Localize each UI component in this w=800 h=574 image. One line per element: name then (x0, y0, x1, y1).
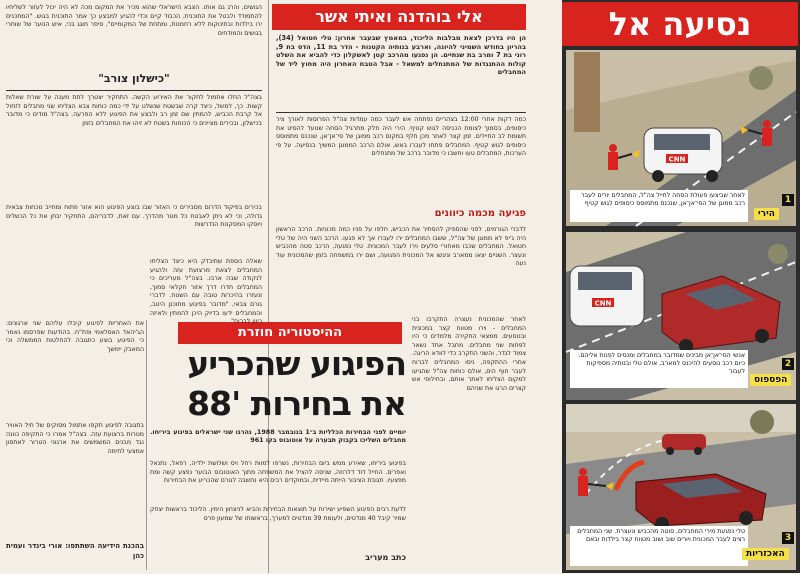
panel-1 (566, 50, 796, 226)
history-byline (300, 552, 406, 566)
panel-3-label: האכזריות (742, 548, 789, 560)
left-paragraph-5 (6, 422, 144, 538)
panel-3-number: 3 (782, 532, 794, 544)
main-lead (276, 34, 526, 110)
left-paragraph-3 (150, 258, 262, 326)
cnn-van-2 (570, 266, 644, 326)
history-paragraph-2 (150, 506, 406, 550)
divider (276, 112, 526, 113)
left-paragraph-1 (6, 94, 262, 202)
main-subheading: פגיעה מכמה כיוונים (434, 208, 526, 219)
history-p1-text: בפיגוע ביריחו, שאירע ממש ביום הבחירות, נשרפו למוות רחל ויס ושלושת ילדיה, רפאל, נתנאל ואפרים. החייל דוד דלרוזה, שניסה להציל את המשפחה מתוך האוטובוס הבוער נפצע קשה ומת מפצעיו. תגובת הציבור הייתה מיידית, ובמוקדים רבים היא נחשבה לגורם שהכריע את הבחירות (150, 460, 406, 485)
panel-2 (566, 232, 796, 400)
history-lead-text: יומיים לפני הבחירות הכלליות ב־1 בנובמבר 1988, נהרגו שני ישראלים בפיגוע ביריחו. מחבלים השליכו בקבוק תבערה על אוטובוס בקו 961 (150, 428, 407, 445)
left-intro (6, 4, 262, 66)
history-headline-line2: את בחירות '88 (187, 384, 406, 423)
main-headline: אלי בוהדנה ואיתי אשר (272, 4, 526, 30)
sidebar-title: נסיעה אל (562, 2, 798, 46)
main-paragraph-2 (276, 226, 526, 312)
main-p2-text: לדברי הגורמים, לפני שהספיק להסתיר את הכביש, חלפו על פניו כמה מכוניות. הרכב הראשון היה ג'יפ לא ממוגן של צה"ל, ששבו המחבלים ירו לעברו אך לא פגעו. הרכב השני היה של טלי חטואל. המחבלים שכבו מאחורי סלעים וירו לעבר המכונית. טלי נפגעה, הרכב סטה מהכביש ונעצר. השניים יצאו ממארב וניגשו אל המכונית הפגועה, ושם ירו במשפחה בזמן שהמכונית עוד נעה (276, 226, 526, 268)
left-subheading: "כישלון צורב" (98, 72, 170, 85)
left-p3-text: שאלה נוספת שתיבדק היא כיצד הצליחו המחבלים לצאת מרצועת עזה ולהגיע לנקודה שבה ארבו. בצה"ל מעריכים כי המחבלים חדרו דרך אזור חקלאי סמוך, ונעזרו בהיכרות טובה עם השטח. לדברי גורם צבאי, "מדובר בפיגוע מתוכנן היטב, והמחבלים ידעו בדיוק היכן להמתין ולאיזה כיוון לברוח" (150, 258, 262, 326)
left-intro-text: הגושים, והרג גם אותו. הצבא הישראלי שהוא מכיר את המקום מכה לא היה יכול לעזור לשליחיו להתמודד ולבטל את התוכנית. הכבוד קיים וכדי להגיע למבצע כך אמר התוכנית בגוש. "המתכנים ירו בילדות ובתינוקות ללא רחמנות, ומתחת של המקומיים", סיפר חוגג בכי, איש הנוער של שוחרי בגושים והמודחים (6, 4, 262, 37)
main-paragraph-1 (276, 116, 526, 202)
panel-3 (566, 404, 796, 570)
left-paragraph-4 (6, 320, 144, 420)
main-paragraph-3 (412, 316, 526, 568)
panel-2-label: הפספוס (750, 374, 791, 386)
panel-1-caption: לאחר שביצעו פעולת הסחה לחייל צה"ל, המחבלים יורים לעבר רכב ממוגן של הסי־אן־אן, שנכנס מתמוסס כיסופים לגוש קטיף (570, 190, 748, 222)
main-lead-text: הן היו בדרכן לצאת מבלבות הליכוד, במאמץ שבעבר אחרון: טלי חטואל (34), בהריון בחודש השמיני להיונה, וארבע בנותיה הקטנות - הדר בת 11, הדס בת 9, רוני בת 7 ומרב בת שנתיים. הן נפגעו מהרכב קטן לאשקלון כדי להביא את השלט קולות ההתנגדות של המתנחלים למשאל - אבל הטבח האחרון היה מחוץ ליד של המחבלים (276, 34, 527, 77)
history-paragraph-1 (150, 460, 406, 504)
cnn-van (644, 128, 722, 182)
panel-1-number: 1 (782, 194, 794, 206)
left-column-rule (146, 320, 147, 570)
history-lead (150, 428, 406, 458)
cnn-logo-text-2: CNN (594, 299, 612, 308)
main-p1-text: כמה דקות אחרי 12:00 בצהריים נפתחה אש לעבר כמה עמדות צה"ל הפרוסות לאורך ציר כיסופים, בסמוך לצומת הכניסה לגוש קטיף. הירי היה חלק מתרגיל הסחה שנועד להסיט את תשומת לב החיילים. זמן קצר לאחר מכן חלף במקום רכב ממוגן של סי־אן־אן, שנכנס מתמוסס כיסופים לגוש קטיף. המחבלים פתחו לעברו באש, אולם הרכב הממוגן המשיך בנסיעה. על פי הערכות, המחבלים טעו וחשבו כי מדובר ברכב של מתנחלים (276, 116, 527, 158)
left-p5-text: בתגובה לפיגוע תקפו אתמול מסוקים של חיל האוויר מטרות ברצועת עזה. בצה"ל אמרו כי התקיפה כוונה נגד מבנים המשמשים את ארגוני הטרור לאחסון אמצעי לחימה (6, 422, 144, 455)
panel-1-label: הירי (754, 208, 779, 220)
building-block (574, 52, 600, 132)
left-footer-text: בהכנת הידיעה השתתפו: אורי בינדר ועמית כהן (6, 542, 144, 560)
left-p2-text: בכירים בפיקוד הדרום מסבירים כי האזור שבו בוצע הפיגוע הוא אזור פתוח ומחייב נוכחות צבאית גדולה, וכי לא ניתן לאבטח כל מטר מהדרך. עם זאת, לדבריהם, התחקיר יבחן את כל הכשלים ויוסקו המסקנות הנדרשות (6, 204, 262, 229)
panel-2-caption: אנשי הסי־אן־אן מבינים שמדובר במחבלים ומנסים לפנות אליהם. כיום רכב נוסעים להיכנס למארב, אולם טלי ובנותיה מספיקות לעבור (570, 350, 748, 388)
history-headline-line1: הפיגוע שהכריע (187, 344, 406, 383)
cnn-logo-text: CNN (668, 155, 686, 164)
history-p2-text: לדעת רבים הפיגוע השפיע ישירות על תוצאות הבחירות והביא לניצחון הימין. הליכוד בראשות יצחק שמיר קיבל 40 מנדטים, ולעומת 39 מנדטים למערך, בראשותו של שמעון פרס (150, 506, 406, 522)
main-p3-text: לאחר שהמכונית נעצרה התקרבו בני המחבלים - וירו מטווח קצר במכונית ובנוסעים. ממצאי החקירה מלמדים כי היו לפחות שני מחבלים. מחבל אחד נשאר צמוד לגדר, והשני התקרב כדי לוודא הריגה. אחרי ההתקפה, ניסו המחבלים לברוח לעבר חוף הים, אולם כוחות צה"ל שהגיעו למקום הצליחו לאתר אותם, ובחילופי אש קצרים הרגו את שניהם (412, 316, 526, 392)
left-footer (6, 542, 144, 568)
left-divider (6, 90, 262, 91)
left-paragraph-2 (6, 204, 262, 256)
left-p4-text: את האחריות לפיגוע קיבלו עליהם שני ארגונים: הג'יהאד האסלאמי ופת"ח. בהודעות שפרסמו נאמר כי הפיגוע בוצע כתגובה להחלטות הממשלה וכי המאבק יימשך (6, 320, 144, 353)
history-byline-text: כתב מעריב (365, 553, 406, 562)
tree (749, 66, 773, 90)
left-p1-text: בצה"ל החלו אתמול לחקור את האירוע הקשה. התחקיר יצטרך לתת מענה על שורת שאלות קשות. כך, למשל, כיצד קרה שבשטח שנשלט על ידי כמה כוחות צבא הצליחו שני מחבלים לזחול אל קרבת הכביש, להמתין שם זמן רב ולבצע את הפיגוע ללא הפרעה. בצה"ל מודים כי מדובר בכישלון, ובכירים מציינים כי הכוחות בשטח לא זיהו את המחבלים בזמן (6, 94, 262, 127)
panel-3-caption: טלי נפגעת מירי המחבלים, סוטה מהכביש ונעצרת. שני המחבלים רצים לעבר המכונית ויורים שוב ושוב מטווח קצר בילדות ובאם (570, 526, 748, 566)
history-tag: ההיסטוריה חוזרת (178, 322, 402, 344)
panel-2-number: 2 (782, 358, 794, 370)
